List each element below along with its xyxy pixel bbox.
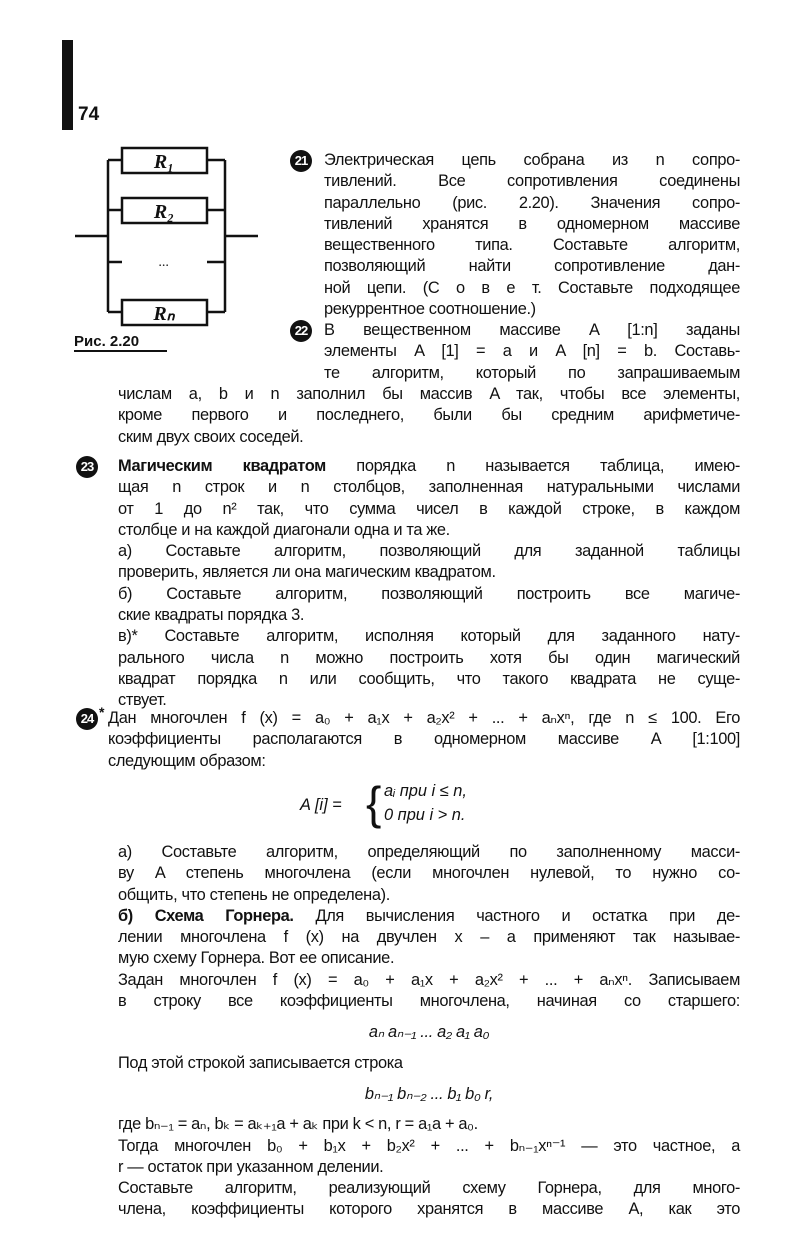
text-line: элементы A [1] = a и A [n] = b. Составь- bbox=[324, 342, 740, 361]
text-line: числам a, b и n заполнил бы массив A так, чтобы все элементы, bbox=[118, 385, 740, 403]
text: Для вычисления частного и остатка при де- bbox=[293, 906, 740, 925]
text-line: позволяющий найти сопротивление дан- bbox=[324, 257, 740, 276]
text-line: тивлений. Все сопротивления соединены bbox=[324, 172, 740, 191]
text-line: ские квадраты порядка 3. bbox=[118, 606, 305, 625]
text-line: проверить, является ли она магическим квадратом. bbox=[118, 563, 496, 582]
text-line: коэффициенты располагаются в одномерном массиве A [1:100] bbox=[108, 730, 740, 749]
text-line: рекуррентное соотношение.) bbox=[324, 300, 536, 319]
problem-21 bbox=[324, 150, 740, 320]
problem-number-21: 21 bbox=[290, 150, 312, 172]
problem-number-22: 22 bbox=[290, 320, 312, 342]
text-line bbox=[118, 456, 740, 477]
text-line: Электрическая цепь собрана из n сопро- bbox=[324, 151, 740, 169]
text-line: тивлений хранятся в одномерном массиве bbox=[324, 214, 740, 233]
text-line: Под этой строкой записывается строка bbox=[118, 1053, 403, 1072]
text-line: те алгоритм, который по запрашиваемым bbox=[324, 363, 740, 382]
resistor-label: R₂ bbox=[153, 201, 175, 223]
text-line: щая n строк и n столбцов, заполненная натуральными числами bbox=[118, 478, 740, 497]
text-line: кроме первого и последнего, были бы средним арифметиче- bbox=[118, 406, 740, 425]
text-line: в)* Составьте алгоритм, исполняя который для заданного нату- bbox=[118, 627, 740, 646]
text-line: вещественного типа. Составьте алгоритм, bbox=[324, 236, 740, 255]
text-line: Тогда многочлен b₀ + b₁x + b₂x² + ... + bₙ₋₁xⁿ⁻¹ — это частное, а bbox=[118, 1136, 740, 1155]
formula-lhs: A [i] = bbox=[300, 796, 342, 814]
text-line: лении многочлена f (x) на двучлен x – a применяют так называе- bbox=[118, 928, 740, 947]
text-line: члена, коэффициенты которого хранятся в массиве A, как это bbox=[118, 1200, 740, 1219]
text-line: ной цепи. (С о в е т. Составьте подходящее bbox=[324, 278, 740, 297]
brace: { bbox=[366, 777, 382, 829]
formula-case-2: 0 при i > n. bbox=[384, 806, 466, 824]
text-line: ву A степень многочлена (если многочлен нулевой, то нужно со- bbox=[118, 864, 740, 883]
text-line: Составьте алгоритм, реализующий схему Горнера, для много- bbox=[118, 1179, 740, 1198]
text-line: рального числа n можно построить хотя бы один магический bbox=[118, 648, 740, 667]
text-line: Дан многочлен f (x) = a₀ + a₁x + a₂x² + ... + aₙxⁿ, где n ≤ 100. Его bbox=[108, 709, 740, 727]
formula-case-1: aᵢ при i ≤ n, bbox=[384, 782, 467, 800]
term-magic-square: Магическим квадратом bbox=[118, 457, 326, 475]
text: порядка n называется таблица, имею- bbox=[325, 457, 740, 475]
text-line: следующим образом: bbox=[108, 751, 266, 770]
text-line: В вещественном массиве A [1:n] заданы bbox=[324, 321, 740, 339]
text-line: а) Составьте алгоритм, позволяющий для заданной таблицы bbox=[118, 542, 740, 561]
text-line: r — остаток при указанном делении. bbox=[118, 1157, 384, 1176]
difficulty-star: * bbox=[99, 704, 105, 720]
text-line: Задан многочлен f (x) = a₀ + a₁x + a₂x² + ... + aₙxⁿ. Записываем bbox=[118, 970, 740, 989]
text-line: от 1 до n² так, что сумма чисел в каждой строке, в каждом bbox=[118, 499, 740, 518]
text-line: столбце и на каждой диагонали одна и та же. bbox=[118, 520, 450, 539]
text-line: в строку все коэффициенты многочлена, начиная со старшего: bbox=[118, 992, 740, 1011]
problem-24-body bbox=[118, 842, 740, 1221]
text-line: квадрат порядка n или сообщить, что такого квадрата не суще- bbox=[118, 669, 740, 688]
problem-22-body bbox=[118, 384, 740, 448]
page-marker-bar bbox=[62, 40, 73, 130]
text-line: мую схему Горнера. Вот ее описание. bbox=[118, 949, 395, 968]
term-horner-scheme: б) Схема Горнера. bbox=[118, 906, 294, 925]
coefficient-row: aₙ aₙ₋₁ ... a₂ a₁ a₀ bbox=[368, 1023, 490, 1042]
problem-22-head bbox=[324, 320, 740, 384]
problem-24-intro bbox=[108, 708, 740, 772]
page-number: 74 bbox=[78, 104, 100, 125]
text-line bbox=[118, 906, 740, 927]
text-line: б) Составьте алгоритм, позволяющий построить все магиче- bbox=[118, 584, 740, 603]
problem-number-24: 24 bbox=[76, 708, 98, 730]
text-line: параллельно (рис. 2.20). Значения сопро- bbox=[324, 193, 740, 212]
b-coefficient-row: bₙ₋₁ bₙ₋₂ ... b₁ b₀ r, bbox=[364, 1084, 494, 1103]
resistor-label: R₁ bbox=[153, 151, 175, 173]
figure-caption: Рис. 2.20 bbox=[74, 333, 167, 352]
text-line: а) Составьте алгоритм, определяющий по заполненному масси- bbox=[118, 843, 740, 861]
circuit-diagram bbox=[70, 140, 270, 330]
problem-number-23: 23 bbox=[76, 456, 98, 478]
text-line: где bₙ₋₁ = aₙ, bₖ = aₖ₊₁a + aₖ при k < n, r = a₁a + a₀. bbox=[118, 1115, 478, 1134]
resistor-label: Rₙ bbox=[153, 303, 175, 325]
text-line: ским двух своих соседей. bbox=[118, 427, 304, 446]
ellipsis-label: ... bbox=[158, 255, 170, 270]
text-line: ствует. bbox=[118, 691, 167, 710]
problem-23 bbox=[118, 456, 740, 712]
text-line: общить, что степень не определена). bbox=[118, 885, 390, 904]
